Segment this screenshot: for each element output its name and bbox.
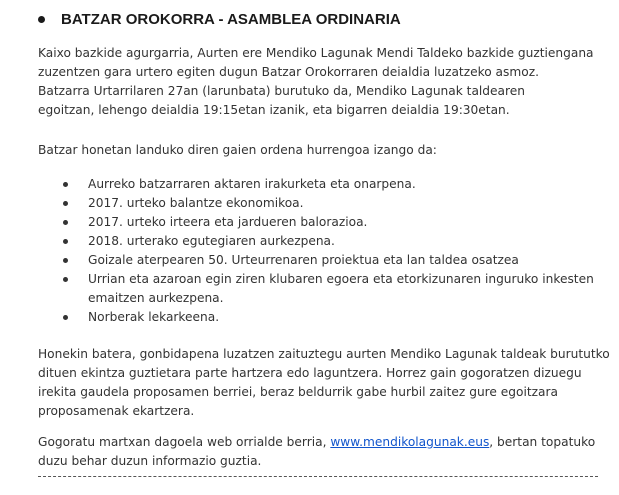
list-item: 2017. urteko balantze ekonomikoa. [38,194,594,213]
list-item: Urrian eta azaroan egin ziren klubaren egoera eta etorkizunaren inguruko inkesten emaitzen aurkezpena. [38,270,594,308]
bullet-icon [38,16,45,23]
invitation-line: Honekin batera, gonbidapena luzatzen zaituztegu aurten Mendiko Lagunak taldeak burututko [38,347,610,361]
bullet-icon [63,239,68,244]
bullet-icon [63,220,68,225]
invitation-line: proposamenak ekartzera. [38,404,195,418]
agenda-intro: Batzar honetan landuko diren gaien ordena hurrengoa izango da: [38,143,437,157]
intro-line: Kaixo bazkide agurgarria, Aurten ere Mendiko Lagunak Mendi Taldeko bazkide guztiengana [38,46,594,60]
list-item: 2017. urteko irteera eta jardueren balorazioa. [38,213,594,232]
invitation-line: irekita gaudela proposamen berriei, beraz beldurrik gabe hurbil zaitez gure egoitzara [38,385,558,399]
reminder-line: Gogoratu martxan dagoela web orrialde berria, www.mendikolagunak.eus, bertan topatuko [38,435,596,449]
invitation-paragraph [38,345,610,421]
reminder-paragraph [38,433,598,471]
bullet-icon [63,315,68,320]
bullet-icon [63,277,68,282]
reminder-line: duzu behar duzun informazio guztia. [38,454,262,468]
intro-line: Batzarra Urtarrilaren 27an (larunbata) burutuko da, Mendiko Lagunak taldearen [38,84,525,98]
list-item: Norberak lekarkeena. [38,308,594,327]
bullet-icon [63,201,68,206]
list-item: Aurreko batzarraren aktaren irakurketa eta onarpena. [38,175,594,194]
agenda-list [38,175,594,327]
bullet-icon [63,258,68,263]
list-item: 2018. urterako egutegiaren aurkezpena. [38,232,594,251]
section-heading [38,11,401,28]
invitation-line: dituen ekintza guztietara parte hartzera edo laguntzera. Horrez gain gogoratzen dizuegu [38,366,582,380]
bullet-icon [63,182,68,187]
dashed-divider [38,476,598,477]
website-link[interactable]: www.mendikolagunak.eus [330,435,490,449]
intro-line: zuzentzen gara urtero egiten dugun Batzar Orokorraren deialdia luzatzeko asmoz. [38,65,539,79]
intro-line: egoitzan, lehengo deialdia 19:15etan izanik, eta bigarren deialdia 19:30etan. [38,103,510,117]
intro-paragraph [38,44,598,120]
list-item: Goizale aterpearen 50. Urteurrenaren proiektua eta lan taldea osatzea [38,251,594,270]
heading-text: BATZAR OROKORRA - ASAMBLEA ORDINARIA [61,11,401,28]
